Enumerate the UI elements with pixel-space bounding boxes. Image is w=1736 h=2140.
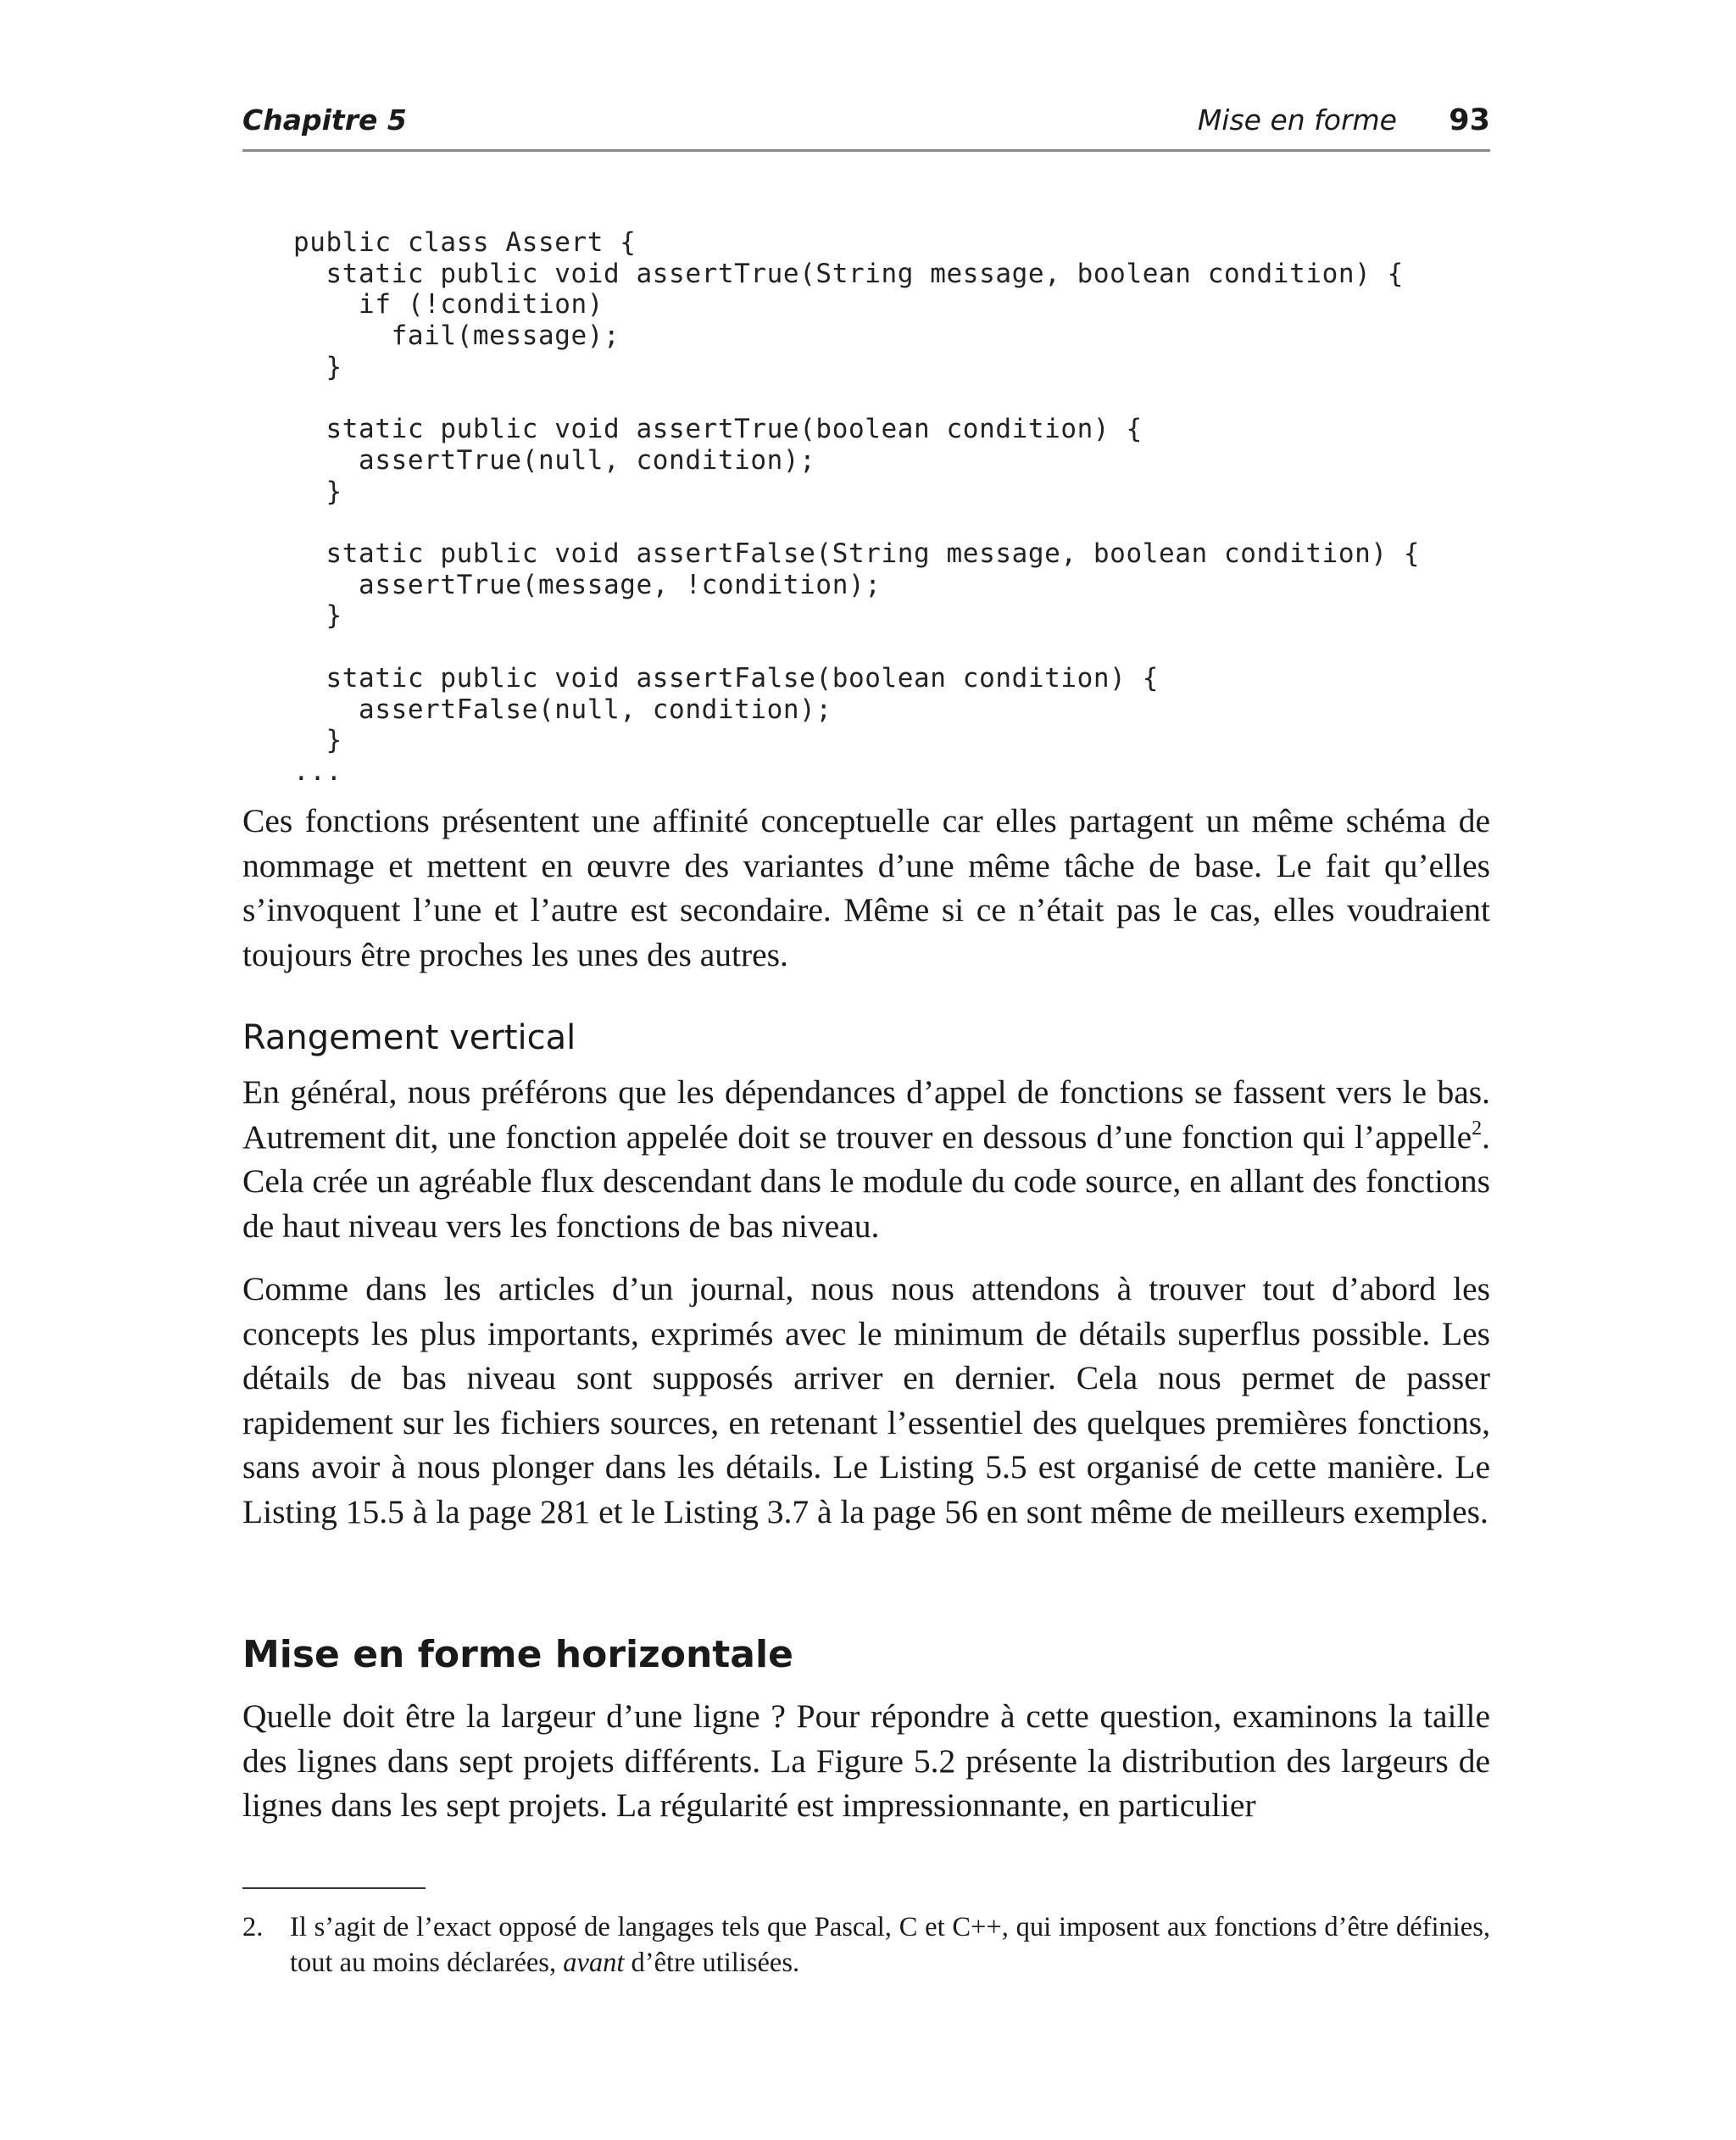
- code-line: static public void assertTrue(String message, boolean condition) {: [293, 258, 1404, 289]
- footnote-text: [290, 1909, 1490, 1981]
- book-page: [242, 0, 1490, 2140]
- paragraph-call-order: [242, 1070, 1490, 1248]
- running-header: [242, 100, 1490, 141]
- footnote-number: 2.: [242, 1912, 264, 1942]
- paragraph-call-order-end: . Cela crée un agréable flux descendant dans le module du code source, en allant des fonctions de haut niveau vers les fonctions de bas niveau.: [242, 1117, 1490, 1245]
- page-number: 93: [1449, 103, 1490, 137]
- code-listing: [293, 227, 1480, 788]
- footnote-text-start: Il s’agit de l’exact opposé de langages tels que Pascal, C et C++, qui imposent aux fonctions d’être définies, tout au moins déclarées,: [290, 1912, 1490, 1978]
- paragraph-affinity: Ces fonctions présentent une affinité conceptuelle car elles partagent un même schéma de nommage et mettent en œuvre des variantes d’une même tâche de base. Le fait qu’elles s’invoquent l’une et l’autre est secondaire. Même si ce n’était pas le cas, elles voudraient toujours être proches les unes des autres.: [242, 802, 1490, 973]
- code-line: static public void assertTrue(boolean condition) {: [293, 414, 1143, 445]
- code-line: ...: [293, 755, 342, 787]
- code-line: static public void assertFalse(boolean condition) {: [293, 662, 1159, 694]
- footnote-ref: 2: [1472, 1117, 1483, 1140]
- footnote-rule: [242, 1887, 426, 1889]
- code-line: static public void assertFalse(String message, boolean condition) {: [293, 538, 1421, 570]
- code-line: if (!condition): [293, 289, 604, 320]
- heading-rangement-vertical: Rangement vertical: [242, 1018, 576, 1057]
- code-line: }: [293, 476, 342, 507]
- footnote: [242, 1909, 1490, 1981]
- paragraph-newspaper: Comme dans les articles d’un journal, nous nous attendons à trouver tout d’abord les concepts les plus importants, exprimés avec le minimum de détails superflus possible. Les détails de bas niveau sont supposés arriver en dernier. Cela nous permet de passer rapidement sur les fichiers sources, en retenant l’essentiel des quelques premières fonctions, sans avoir à nous plonger dans les détails. Le Listing 5.5 est organisé de cette manière. Le Listing 15.5 à la page 281 et le Listing 3.7 à la page 56 en sont même de meilleurs exemples.: [242, 1270, 1490, 1530]
- code-line: }: [293, 600, 342, 632]
- footnote-emphasis: avant: [563, 1948, 625, 1978]
- code-line: }: [293, 725, 342, 756]
- chapter-label: Chapitre 5: [242, 103, 407, 137]
- header-rule: [242, 149, 1490, 152]
- code-line: }: [293, 351, 342, 382]
- paragraph-line-width: Quelle doit être la largeur d’une ligne ? Pour répondre à cette question, examinons la taille des lignes dans sept projets différents. La Figure 5.2 présente la distribution des largeurs de lignes dans les sept projets. La régularité est impressionnante, en particulier: [242, 1697, 1490, 1824]
- code-line: fail(message);: [293, 320, 620, 352]
- code-line: assertFalse(null, condition);: [293, 694, 832, 725]
- section-title: Mise en forme: [1197, 103, 1397, 137]
- footnote-text-end: d’être utilisées.: [624, 1948, 800, 1978]
- code-line: public class Assert {: [293, 227, 637, 258]
- paragraph-call-order-start: En général, nous préférons que les dépendances d’appel de fonctions se fassent vers le bas. Autrement dit, une fonction appelée doit se trouver en dessous d’une fonction qui l’appelle: [242, 1073, 1490, 1156]
- code-line: assertTrue(null, condition);: [293, 444, 816, 476]
- heading-mise-en-forme-horizontale: Mise en forme horizontale: [242, 1633, 793, 1676]
- code-line: assertTrue(message, !condition);: [293, 569, 882, 600]
